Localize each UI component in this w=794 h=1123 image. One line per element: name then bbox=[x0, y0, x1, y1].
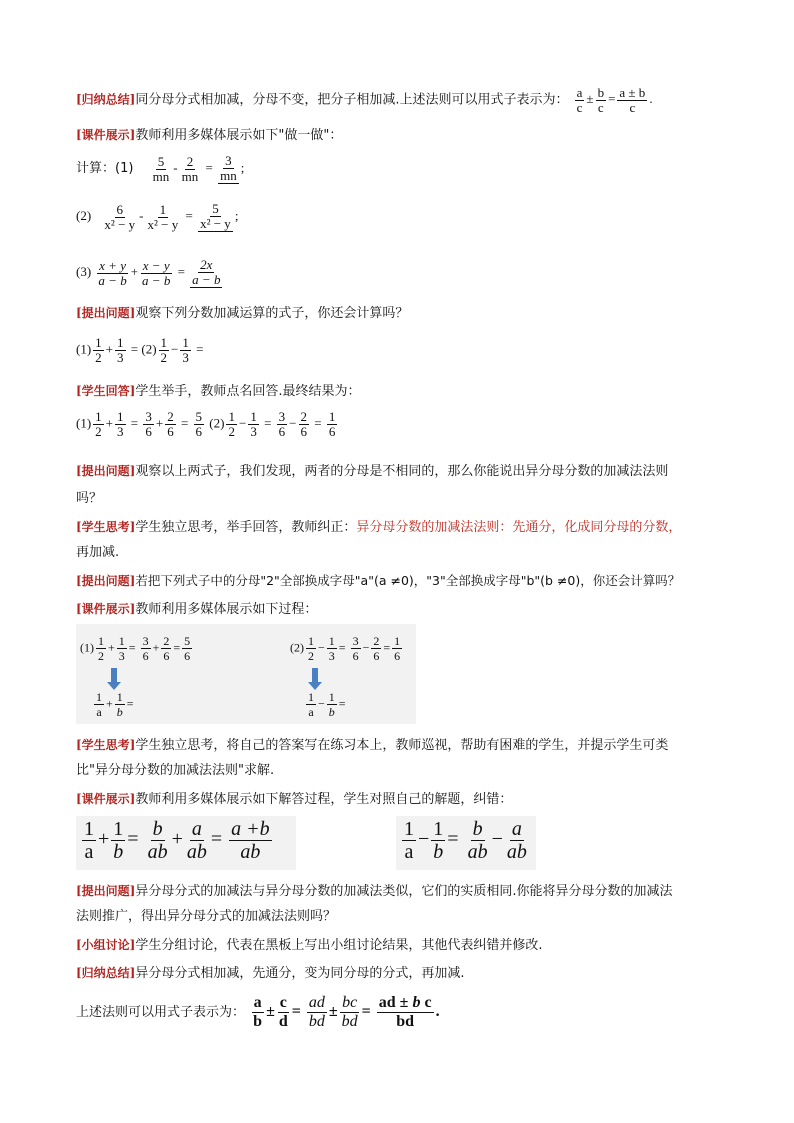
think-line-2: [学生思考]学生独立思考，将自己的答案写在练习本上，教师巡视，帮助有困难的学生，并提示学生可类 bbox=[76, 738, 669, 753]
question-line-3: [提出问题]若把下列式子中的分母"2"全部换成字母"a"(a ≠0)，"3"全部换成字母"b"(b ≠0)，你还会计算吗？ bbox=[76, 573, 681, 588]
solution-panel-1: $\frac{1}{a}$ + $\frac{1}{b}$ = $\frac{b}{ab}$ + $\frac{a}{ab}$ = $\frac{a +b}{ab}$ bbox=[76, 816, 296, 870]
tag-courseware: [课件展示] bbox=[76, 128, 136, 142]
calc-1: 计算：(1) $\frac{5}{mn}$ - $\frac{2}{mn}$ = $\frac{3}{mn}$ ; bbox=[76, 153, 245, 184]
question-line-4: [提出问题]异分母分式的加减法与异分母分数的加减法类似，它们的实质相同.你能将异分母分数的加减法 bbox=[76, 884, 673, 899]
down-arrow-icon bbox=[111, 668, 117, 684]
courseware-line-1 bbox=[76, 126, 342, 145]
question-line-4b: 法则推广，得出异分母分式的加减法法则吗？ bbox=[76, 909, 337, 924]
summary-text: 同分母分式相加减，分母不变，把分子相加减.上述法则可以用式子表示为： bbox=[135, 92, 569, 108]
summary-line-2: [归纳总结]异分母分式相加减，先通分，变为同分母的分式，再加减. bbox=[76, 966, 465, 981]
courseware-line-2: [课件展示]教师利用多媒体展示如下过程： bbox=[76, 602, 318, 617]
calc-3: (3) $\frac{x + y}{a - b}$ + $\frac{x - y}{a - b}$ = $\frac{2x}{a - b}$ bbox=[76, 257, 221, 288]
summary-formula: $\frac{a}{c}$ ± $\frac{b}{c}$ = $\frac{a \pm b}{c}$ . bbox=[576, 85, 653, 115]
question-text: 观察下列分数加减运算的式子，你还会计算吗？ bbox=[135, 306, 409, 321]
summary-line-1 bbox=[76, 86, 653, 115]
question-line-1 bbox=[76, 304, 408, 323]
answer-fractions: (1) $\frac{1}{2}$ + $\frac{1}{3}$ = $\frac{3}{6}$ + $\frac{2}{6}$ = $\frac{5}{6}$ (2) $\frac{1}{2}$ − $\frac{1}{3}$ = $\frac{3}{6}$ − $\frac{2}{6}$ = $\frac{1}{6}$ bbox=[76, 409, 336, 439]
courseware-text: 教师利用多媒体展示如下"做一做"： bbox=[135, 128, 343, 143]
question-fractions: (1) $\frac{1}{2}$ + $\frac{1}{3}$ = (2) $\frac{1}{2}$ − $\frac{1}{3}$ = bbox=[76, 335, 204, 365]
tag-question: [提出问题] bbox=[76, 306, 136, 320]
calc-2: (2) $\frac{6}{\text{x² − y}}$ - $\frac{1}{\text{x² − y}}$ = $\frac{5}{\text{x² − y}}$ ; bbox=[76, 201, 239, 232]
tag-summary: [归纳总结] bbox=[76, 92, 136, 107]
process-panel: (1) $\frac{1}{2}$ + $\frac{1}{3}$ = $\frac{3}{6}$ + $\frac{2}{6}$ = $\frac{5}{6}$ $\frac{1}{a}$ + $\frac{1}{b}$ = (2) $\frac{1}{2}$ − $\frac{1}{3}$ = $\frac{3}{6}$ − $\frac{2}{6}$ = $\frac{1}{6}$ $\frac{1}{a}$ − $\frac{1}{b}$ = bbox=[76, 624, 416, 724]
discussion-line: [小组讨论]学生分组讨论，代表在黑板上写出小组讨论结果，其他代表纠错并修改. bbox=[76, 938, 543, 953]
think-line-2b: 比"异分母分数的加减法法则"求解. bbox=[76, 763, 275, 778]
courseware-line-3: [课件展示]教师利用多媒体展示如下解答过程，学生对照自己的解题，纠错： bbox=[76, 792, 513, 807]
tag-answer: [学生回答] bbox=[76, 384, 136, 398]
answer-line bbox=[76, 382, 361, 401]
think-line-1b: 再加减. bbox=[76, 545, 120, 560]
question-line-2b: 吗？ bbox=[76, 491, 103, 506]
solution-panel-2: $\frac{1}{a}$ − $\frac{1}{b}$ = $\frac{b}{ab}$ − $\frac{a}{ab}$ bbox=[396, 816, 536, 870]
answer-text: 学生举手，教师点名回答.最终结果为： bbox=[135, 384, 361, 399]
question-line-2: [提出问题]观察以上两式子，我们发现，两者的分母是不相同的，那么你能说出异分母分数的加减法法则 bbox=[76, 464, 669, 479]
think-line-1: [学生思考]学生独立思考，举手回答，教师纠正：异分母分数的加减法法则：先通分，化成同分母的分数， bbox=[76, 520, 682, 535]
down-arrow-icon bbox=[312, 668, 318, 684]
final-formula-line: 上述法则可以用式子表示为： $\frac{a}{b}$ ± $\frac{c}{d}$ = $\frac{ad}{bd}$ ± $\frac{bc}{bd}$ = $\frac{\text{ad ± b c}}{bd}$ . bbox=[76, 994, 440, 1030]
